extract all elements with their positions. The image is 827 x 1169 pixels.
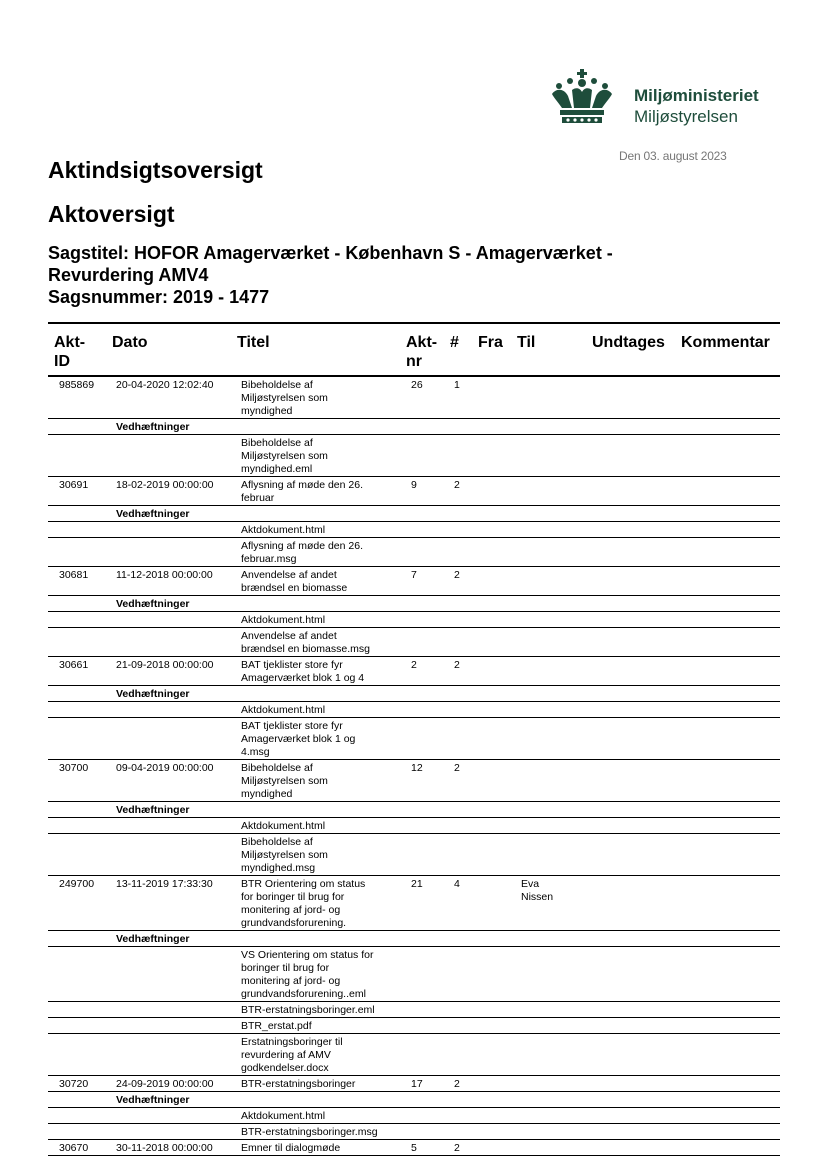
act-number: 26 (411, 379, 423, 391)
attachments-label: Vedhæftninger (116, 933, 190, 945)
attachments-header-row (48, 686, 780, 702)
attachment-row (48, 1034, 780, 1076)
attachment-row (48, 947, 780, 1002)
act-recipient: Eva Nissen (521, 878, 554, 903)
table-body (48, 377, 780, 1156)
act-date: 24-09-2019 00:00:00 (116, 1078, 214, 1090)
act-id: 30720 (59, 1078, 89, 1090)
case-info (48, 242, 613, 308)
attachment-row (48, 1002, 780, 1018)
table-row (48, 1076, 780, 1092)
page-title: Aktindsigtsoversigt (48, 157, 263, 183)
attachment-title: Aktdokument.html (241, 704, 326, 716)
attachment-title: BTR-erstatningsboringer.msg (241, 1126, 378, 1138)
act-count: 2 (454, 1142, 460, 1154)
col-akt-nr: Akt- nr (406, 334, 438, 370)
col-undtages: Undtages (592, 334, 665, 351)
col-kommentar: Kommentar (681, 334, 770, 351)
act-id: 30691 (59, 479, 89, 491)
attachment-title: Bibeholdelse af Miljøstyrelsen som myndighed.msg (241, 836, 328, 874)
act-date: 09-04-2019 00:00:00 (116, 762, 214, 774)
attachment-row (48, 702, 780, 718)
attachment-title: Erstatningsboringer til revurdering af AMV godkendelser.docx (241, 1036, 343, 1074)
act-number: 12 (411, 762, 423, 774)
act-id: 249700 (59, 878, 95, 890)
act-number: 9 (411, 479, 417, 491)
attachment-title: Aktdokument.html (241, 524, 326, 536)
case-number: Sagsnummer: 2019 - 1477 (48, 287, 270, 307)
table-row (48, 477, 780, 506)
attachment-row (48, 1108, 780, 1124)
attachments-header-row (48, 802, 780, 818)
act-number: 2 (411, 659, 417, 671)
attachments-label: Vedhæftninger (116, 508, 190, 520)
attachments-label: Vedhæftninger (116, 598, 190, 610)
attachment-row (48, 1124, 780, 1140)
table-row (48, 567, 780, 596)
col-titel: Titel (237, 334, 270, 351)
attachments-label: Vedhæftninger (116, 1094, 190, 1106)
table-row (48, 657, 780, 686)
act-date: 20-04-2020 12:02:40 (116, 379, 214, 391)
act-date: 21-09-2018 00:00:00 (116, 659, 214, 671)
act-count: 2 (454, 1078, 460, 1090)
attachments-label: Vedhæftninger (116, 688, 190, 700)
col-fra: Fra (478, 334, 503, 351)
act-title: BTR Orientering om status for boringer til brug for monitering af jord- og grundvandsforurening. (241, 878, 366, 929)
case-title-line-1: Sagstitel: HOFOR Amagerværket - København S - Amagerværket - (48, 243, 613, 263)
attachment-row (48, 628, 780, 657)
act-id: 30681 (59, 569, 89, 581)
act-id: 30700 (59, 762, 89, 774)
logo-ministry: Miljøministeriet (634, 86, 759, 105)
act-number: 21 (411, 878, 423, 890)
logo-agency: Miljøstyrelsen (634, 107, 738, 126)
attachments-header-row (48, 596, 780, 612)
acts-table (48, 322, 780, 1156)
table-row (48, 876, 780, 931)
attachment-title: Aktdokument.html (241, 614, 326, 626)
act-count: 2 (454, 762, 460, 774)
act-count: 1 (454, 379, 460, 391)
attachments-header-row (48, 506, 780, 522)
attachment-title: Bibeholdelse af Miljøstyrelsen som myndighed.eml (241, 437, 328, 475)
crown-icon (548, 68, 616, 128)
attachments-label: Vedhæftninger (116, 804, 190, 816)
attachments-header-row (48, 1092, 780, 1108)
case-title-line-2: Revurdering AMV4 (48, 265, 209, 285)
attachment-title: BTR-erstatningsboringer.eml (241, 1004, 375, 1016)
act-title: Anvendelse af andet brændsel en biomasse (241, 569, 348, 594)
attachment-title: Aktdokument.html (241, 820, 326, 832)
act-count: 2 (454, 569, 460, 581)
attachments-label: Vedhæftninger (116, 421, 190, 433)
attachment-row (48, 538, 780, 567)
table-row (48, 377, 780, 419)
attachment-row (48, 522, 780, 538)
act-title: BAT tjeklister store fyr Amagerværket blok 1 og 4 (241, 659, 365, 684)
act-title: Emner til dialogmøde (241, 1142, 341, 1154)
attachment-row (48, 1018, 780, 1034)
act-title: Aflysning af møde den 26. februar (241, 479, 363, 504)
attachment-title: BAT tjeklister store fyr Amagerværket blok 1 og 4.msg (241, 720, 356, 758)
document-date: Den 03. august 2023 (619, 149, 727, 163)
col-num: # (450, 334, 459, 351)
attachment-row (48, 818, 780, 834)
logo (548, 68, 788, 130)
act-id: 985869 (59, 379, 95, 391)
act-date: 13-11-2019 17:33:30 (116, 878, 213, 890)
col-til: Til (517, 334, 536, 351)
act-date: 30-11-2018 00:00:00 (116, 1142, 213, 1154)
act-date: 11-12-2018 00:00:00 (116, 569, 213, 581)
act-number: 17 (411, 1078, 423, 1090)
act-count: 2 (454, 659, 460, 671)
act-id: 30661 (59, 659, 89, 671)
act-number: 7 (411, 569, 417, 581)
page-subtitle: Aktoversigt (48, 201, 175, 227)
act-title: Bibeholdelse af Miljøstyrelsen som myndighed (241, 379, 328, 417)
attachments-header-row (48, 419, 780, 435)
table-row (48, 1140, 780, 1156)
act-count: 4 (454, 878, 460, 890)
attachment-row (48, 834, 780, 876)
col-akt-id: Akt- ID (54, 334, 86, 370)
attachment-title: Anvendelse af andet brændsel en biomasse.msg (241, 630, 370, 655)
attachment-title: Aflysning af møde den 26. februar.msg (241, 540, 363, 565)
table-row (48, 760, 780, 802)
act-id: 30670 (59, 1142, 89, 1154)
col-dato: Dato (112, 334, 148, 351)
attachments-header-row (48, 931, 780, 947)
attachment-title: VS Orientering om status for boringer til brug for monitering af jord- og grundvandsforurening..eml (241, 949, 374, 1000)
act-title: BTR-erstatningsboringer (241, 1078, 356, 1090)
table-header (48, 322, 780, 377)
act-title: Bibeholdelse af Miljøstyrelsen som myndighed (241, 762, 328, 800)
act-date: 18-02-2019 00:00:00 (116, 479, 214, 491)
attachment-row (48, 718, 780, 760)
attachment-row (48, 435, 780, 477)
act-count: 2 (454, 479, 460, 491)
attachment-title: BTR_erstat.pdf (241, 1020, 312, 1032)
act-number: 5 (411, 1142, 417, 1154)
attachment-title: Aktdokument.html (241, 1110, 326, 1122)
attachment-row (48, 612, 780, 628)
